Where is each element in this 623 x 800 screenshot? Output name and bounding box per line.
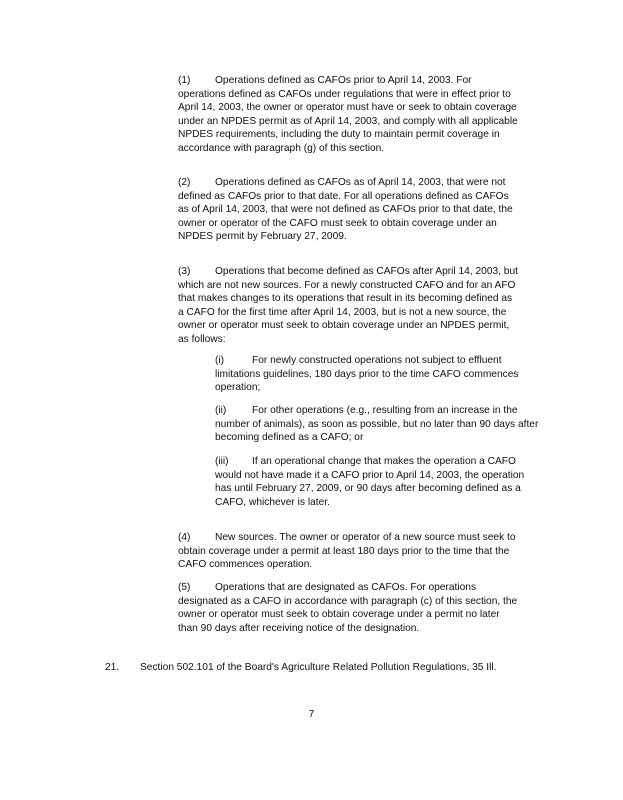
paragraph-2-number: (2) bbox=[178, 177, 191, 188]
subparagraph-iii-text: If an operational change that makes the operation a CAFO would not have made it a CAFO prior to April 14, 2003, the operation has until February 27, 2009, or 90 days after becoming defined as a CAFO, whichever is later. bbox=[215, 456, 525, 508]
subparagraph-i-text: For newly constructed operations not subject to effluent limitations guidelines, 180 days prior to the time CAFO commences operation; bbox=[215, 355, 519, 394]
paragraph-1 bbox=[178, 74, 518, 156]
paragraph-5 bbox=[178, 581, 518, 635]
paragraph-3-text: Operations that become defined as CAFOs after April 14, 2003, but which are not new sources. For a newly constructed CAFO and for an AFO that makes changes to its operations that result in its becoming defined as a CAFO for the first time after April 14, 2003, but is not a new source, the owner or operator must seek to obtain coverage under an NPDES permit, as follows: bbox=[178, 266, 518, 345]
paragraph-1-text: Operations defined as CAFOs prior to April 14, 2003. For operations defined as CAFOs under regulations that were in effect prior to April 14, 2003, the owner or operator must have or seek to obtain coverage under an NPDES permit as of April 14, 2003, and comply with all applicable NPDES requirements, including the duty to maintain permit coverage in accordance with paragraph (g) of this section. bbox=[178, 75, 518, 154]
paragraph-1-number: (1) bbox=[178, 75, 191, 86]
paragraph-4 bbox=[178, 531, 518, 572]
subparagraph-iii bbox=[215, 455, 540, 509]
paragraph-3 bbox=[178, 265, 518, 347]
paragraph-2-text: Operations defined as CAFOs as of April 14, 2003, that were not defined as CAFOs prior to that date. For all operations defined as CAFOs as of April 14, 2003, that were not defined as CAFOs prior to that date, the owner or operator of the CAFO must seek to obtain coverage under an NPDES permit by February 27, 2009. bbox=[178, 177, 513, 243]
item-21-text: Section 502.101 of the Board's Agriculture Related Pollution Regulations, 35 Ill. bbox=[140, 662, 497, 673]
subparagraph-ii-text: For other operations (e.g., resulting from an increase in the number of animals), as soon as possible, but no later than 90 days after becoming defined as a CAFO; or bbox=[215, 405, 539, 444]
paragraph-2 bbox=[178, 176, 518, 244]
item-21-number: 21. bbox=[105, 662, 120, 673]
subparagraph-ii-number: (ii) bbox=[215, 405, 227, 416]
paragraph-4-text: New sources. The owner or operator of a new source must seek to obtain coverage under a permit at least 180 days prior to the time that the CAFO commences operation. bbox=[178, 532, 516, 571]
item-21 bbox=[105, 661, 545, 675]
paragraph-3-number: (3) bbox=[178, 266, 191, 277]
subparagraph-i bbox=[215, 354, 540, 395]
subparagraph-iii-number: (iii) bbox=[215, 456, 229, 467]
subparagraph-ii bbox=[215, 404, 540, 445]
paragraph-5-number: (5) bbox=[178, 582, 191, 593]
paragraph-5-text: Operations that are designated as CAFOs. For operations designated as a CAFO in accordance with paragraph (c) of this section, the owner or operator must seek to obtain coverage under a permit no later than 90 days after receiving notice of the designation. bbox=[178, 582, 518, 634]
page-number: 7 bbox=[308, 709, 315, 720]
paragraph-4-number: (4) bbox=[178, 532, 191, 543]
subparagraph-i-number: (i) bbox=[215, 355, 225, 366]
